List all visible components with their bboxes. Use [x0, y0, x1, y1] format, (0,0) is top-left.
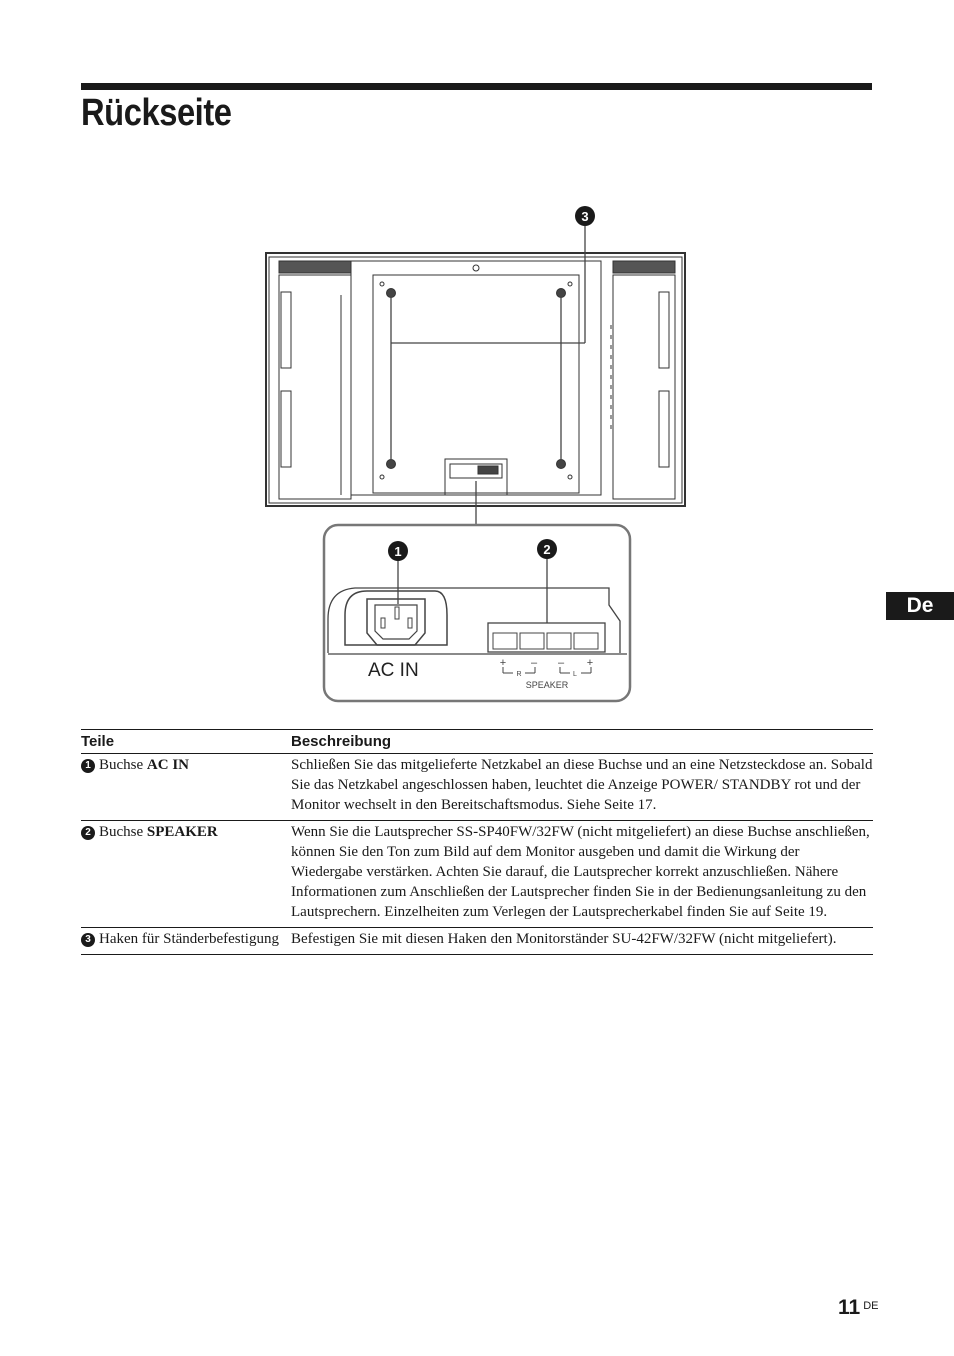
header-description: Beschreibung	[291, 730, 873, 754]
ac-in-label: AC IN	[368, 660, 419, 681]
speaker-terminal-1: +	[499, 657, 507, 669]
callout-3-number: 3	[581, 209, 589, 224]
description-cell: Wenn Sie die Lautsprecher SS-SP40FW/32FW (nicht mitgeliefert) an diese Buchse anschließen, können Sie den Ton zum Bild auf dem Monitor ausgeben und damit die Wirkung der Wiedergabe verstärken. Achten Sie darauf, die Lautsprecher korrekt anzuschließen. Nähere Informationen zum Anschließen der Lautsprecher finden Sie in der Bedienungsanleitung zu den Lautsprechern. Einzelheiten zum Verlegen der Lautsprecherkabel finden Sie auf Seite 19.	[291, 821, 873, 928]
callout-2-number: 2	[543, 542, 551, 557]
part-cell	[81, 928, 291, 955]
table-row	[81, 928, 873, 955]
table-header-row	[81, 730, 873, 754]
parts-table	[81, 729, 873, 955]
description-cell: Befestigen Sie mit diesen Haken den Monitorständer SU-42FW/32FW (nicht mitgeliefert).	[291, 928, 873, 955]
part-prefix: Haken für Ständerbefestigung	[99, 931, 279, 947]
stand-hook-leader	[391, 226, 585, 525]
speaker-terminal-2: –	[530, 657, 538, 669]
rear-panel-figure	[255, 195, 695, 710]
monitor-rear-body	[266, 253, 685, 506]
title-rule	[81, 83, 872, 90]
table-row	[81, 821, 873, 928]
callout-2	[537, 539, 557, 559]
table-row	[81, 754, 873, 821]
part-name: AC IN	[146, 757, 190, 773]
part-cell	[81, 821, 291, 928]
callout-3	[575, 206, 595, 226]
description-cell: Schließen Sie das mitgelieferte Netzkabel an diese Buchse und an eine Netzsteckdose an. Sobald Sie das Netzkabel angeschlossen haben, leuchtet die Anzeige POWER/ STANDBY rot und der Monitor wechselt in den Bereitschaftsmodus. Siehe Seite 17.	[291, 754, 873, 821]
part-cell	[81, 754, 291, 821]
header-parts: Teile	[81, 730, 291, 754]
language-tab: De	[886, 592, 954, 620]
callout-1-number: 1	[394, 544, 402, 559]
part-prefix: Buchse	[99, 757, 144, 773]
rear-panel-illustration	[255, 195, 695, 710]
speaker-channel-l: L	[573, 671, 577, 678]
page-number: 11	[838, 1296, 861, 1319]
part-prefix: Buchse	[99, 824, 144, 840]
page-footer	[838, 1296, 878, 1320]
callout-1	[388, 541, 408, 561]
page-title: Rückseite	[81, 92, 232, 134]
speaker-channel-r: R	[516, 671, 522, 678]
part-number-badge: 1	[81, 759, 95, 773]
part-number-badge: 2	[81, 826, 95, 840]
part-number-badge: 3	[81, 933, 95, 947]
speaker-label: SPEAKER	[525, 680, 569, 690]
speaker-terminal-3: –	[557, 657, 565, 669]
page-language-code: DE	[863, 1300, 879, 1312]
speaker-terminal-4: +	[586, 657, 594, 669]
part-name: SPEAKER	[146, 824, 218, 840]
